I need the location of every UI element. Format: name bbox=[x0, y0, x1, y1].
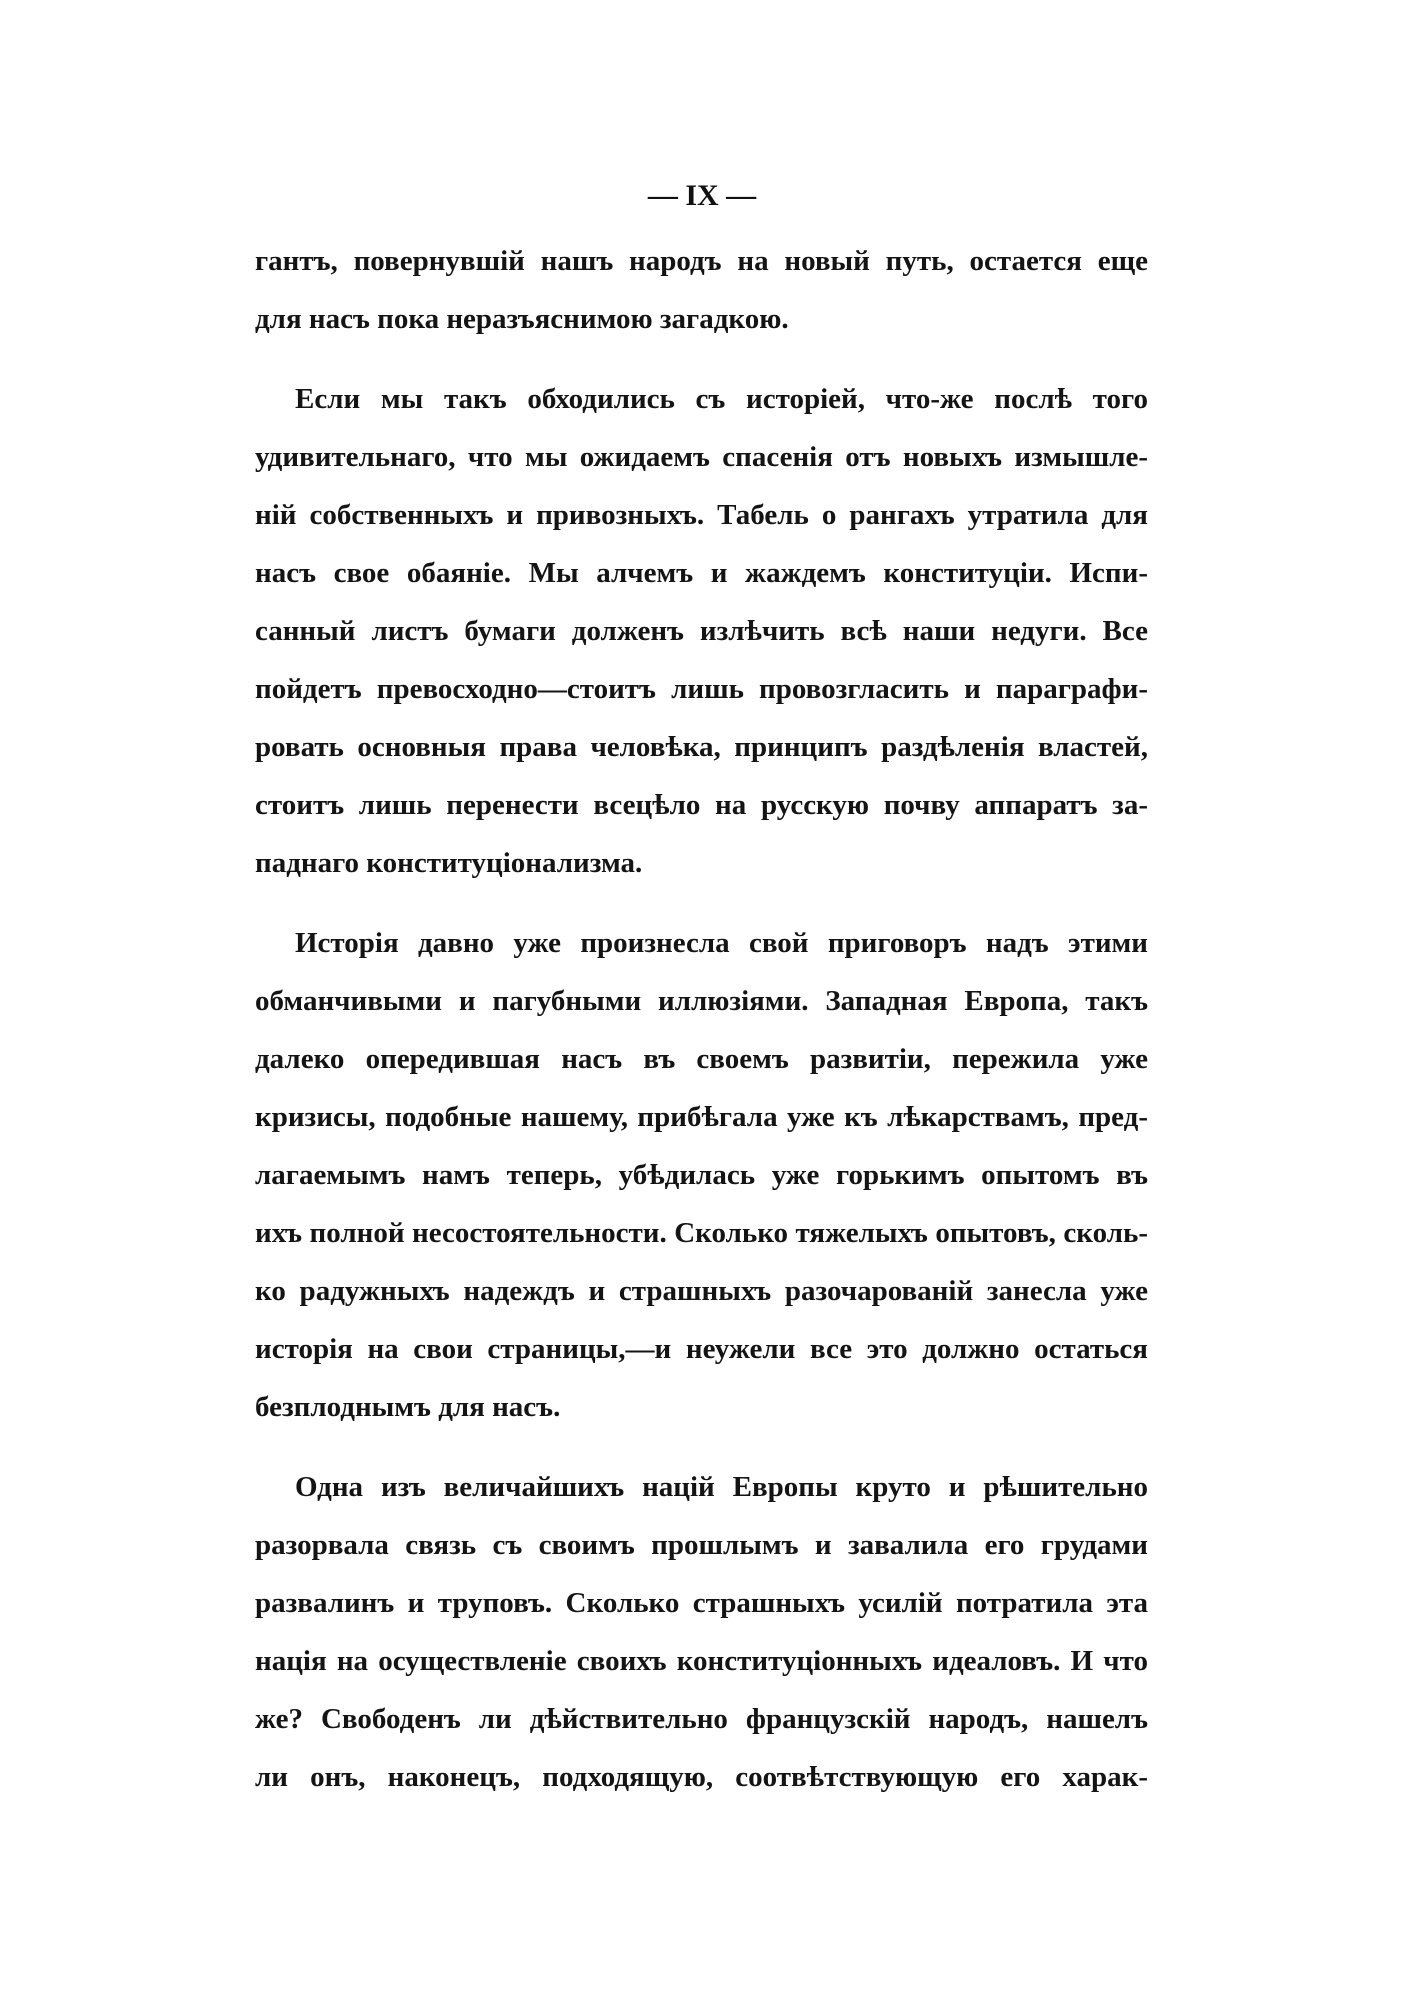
text-line: Исторія давно уже произнесла свой приговоръ надъ этими bbox=[295, 927, 1148, 959]
text-line: удивительнаго, что мы ожидаемъ спасенія отъ новыхъ измышле- bbox=[255, 441, 1148, 473]
page-number: — IX — bbox=[647, 179, 757, 212]
text-line: ній собственныхъ и привозныхъ. Табель о рангахъ утратила для bbox=[255, 499, 1148, 531]
text-line: ко радужныхъ надеждъ и страшныхъ разочарованій занесла уже bbox=[255, 1275, 1148, 1307]
paragraph bbox=[255, 914, 1148, 1436]
text-line: кризисы, подобные нашему, прибѣгала уже къ лѣкарствамъ, пред- bbox=[255, 1101, 1148, 1133]
text-line: исторія на свои страницы,—и неужели все это должно остаться bbox=[255, 1333, 1148, 1365]
text-body bbox=[255, 232, 1148, 1828]
text-line: Одна изъ величайшихъ націй Европы круто и рѣшительно bbox=[295, 1471, 1148, 1503]
text-line: насъ свое обаяніе. Мы алчемъ и жаждемъ конституціи. Испи- bbox=[255, 557, 1148, 589]
text-line: разорвала связь съ своимъ прошлымъ и завалила его грудами bbox=[255, 1529, 1148, 1561]
text-line: нація на осуществленіе своихъ конституціонныхъ идеаловъ. И что bbox=[255, 1645, 1148, 1677]
text-line: ровать основныя права человѣка, принципъ раздѣленія властей, bbox=[255, 731, 1148, 763]
text-line: для насъ пока неразъяснимою загадкою. bbox=[255, 303, 789, 335]
text-line: Если мы такъ обходились съ исторіей, что-же послѣ того bbox=[295, 383, 1148, 415]
text-line: далеко опередившая насъ въ своемъ развитіи, пережила уже bbox=[255, 1043, 1148, 1075]
paragraph bbox=[255, 370, 1148, 892]
text-line: развалинъ и труповъ. Сколько страшныхъ усилій потратила эта bbox=[255, 1587, 1148, 1619]
paragraph bbox=[255, 1458, 1148, 1806]
text-line: ихъ полной несостоятельности. Сколько тяжелыхъ опытовъ, сколь- bbox=[255, 1217, 1148, 1249]
text-line: безплоднымъ для насъ. bbox=[255, 1391, 561, 1423]
text-line: лагаемымъ намъ теперь, убѣдилась уже горькимъ опытомъ въ bbox=[255, 1159, 1148, 1191]
text-line: пойдетъ превосходно—стоитъ лишь провозгласить и параграфи- bbox=[255, 673, 1148, 705]
paragraph bbox=[255, 232, 1148, 348]
text-line: стоитъ лишь перенести всецѣло на русскую почву аппаратъ за- bbox=[255, 789, 1148, 821]
text-line: паднаго конституціонализма. bbox=[255, 847, 643, 879]
text-line: обманчивыми и пагубными иллюзіями. Западная Европа, такъ bbox=[255, 985, 1148, 1017]
text-line: гантъ, повернувшій нашъ народъ на новый путь, остается еще bbox=[255, 245, 1148, 277]
text-line: же? Свободенъ ли дѣйствительно французскій народъ, нашелъ bbox=[255, 1703, 1148, 1735]
text-line: ли онъ, наконецъ, подходящую, соотвѣтствующую его харак- bbox=[255, 1761, 1148, 1793]
text-line: санный листъ бумаги долженъ излѣчить всѣ наши недуги. Все bbox=[255, 615, 1148, 647]
